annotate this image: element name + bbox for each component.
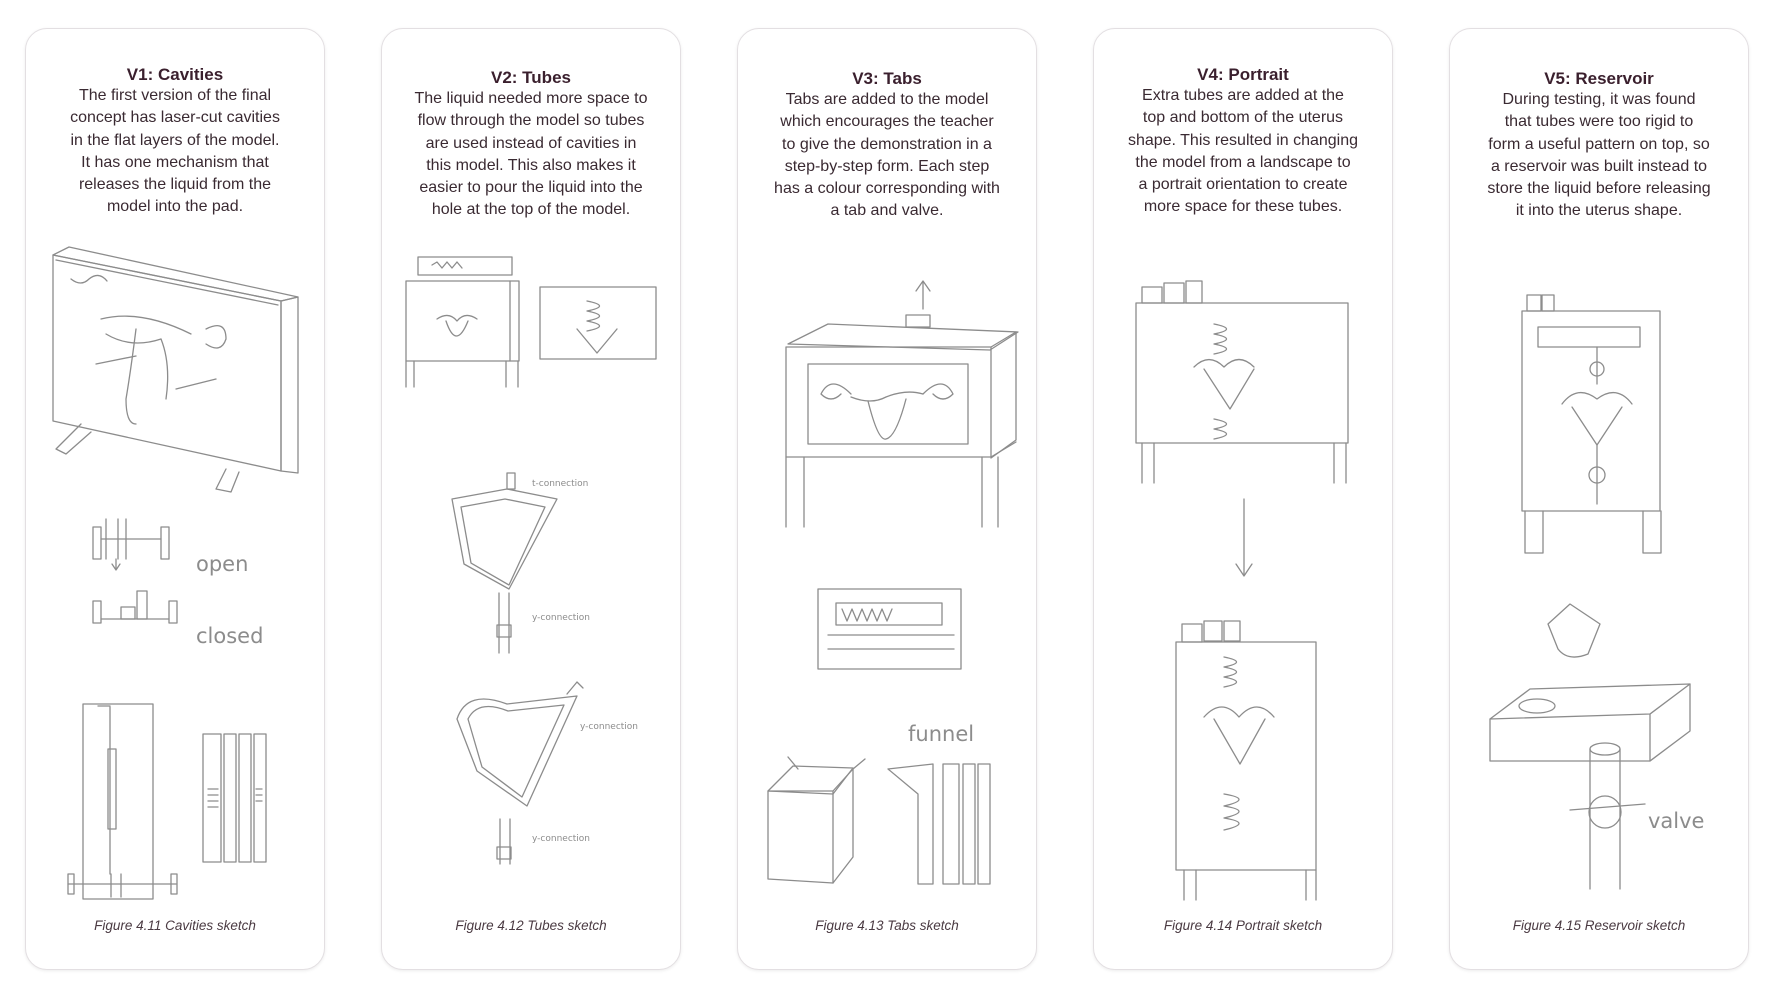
card-description: During testing, it was found that tubes were too rigid to form a useful pattern on top, so a reservoir was built instead to store the liquid before releasing it into the uterus shape. [1487,91,1711,220]
card-v5-reservoir [1449,28,1749,970]
label-y-connection-3: y-connection [532,834,591,844]
label-closed: closed [196,624,264,648]
figure-caption: Figure 4.11 Cavities sketch [94,918,256,933]
figure-caption: Figure 4.13 Tabs sketch [815,918,959,933]
card-description: The first version of the final concept has laser-cut cavities in the flat layers of the model. It has one mechanism that releases the liquid from the model into the pad. [70,87,280,216]
figure-caption: Figure 4.15 Reservoir sketch [1512,918,1686,933]
label-t-connection: t-connection [532,479,589,489]
card-description: The liquid needed more space to flow through the model so tubes are used instead of cavities in this model. This also makes it easier to pour the liquid into the hole at the top of the model. [414,90,648,219]
card-description: Extra tubes are added at the top and bottom of the uterus shape. This resulted in changing the model from a landscape to a portrait orientation to create more space for these tubes. [1127,87,1359,216]
card-v4-portrait [1093,28,1393,970]
label-valve: valve [1648,809,1705,833]
figure-caption: Figure 4.14 Portrait sketch [1163,918,1323,933]
card-v1-cavities [25,28,325,970]
figure-caption: Figure 4.12 Tubes sketch [455,918,607,933]
card-title: V1: Cavities [126,65,224,84]
label-y-connection-1: y-connection [532,613,591,623]
card-title: V5: Reservoir [1544,69,1654,88]
label-funnel: funnel [908,722,975,746]
card-title: V4: Portrait [1197,65,1289,84]
card-v3-tabs [737,28,1037,970]
label-y-connection-2: y-connection [580,722,639,732]
card-v2-tubes [381,28,681,970]
label-open: open [196,552,249,576]
card-title: V3: Tabs [852,69,922,88]
card-description: Tabs are added to the model which encourages the teacher to give the demonstration in a step-by-step form. Each step has a colour corresponding with a tab and valve. [774,91,1000,220]
card-title: V2: Tubes [491,68,571,87]
